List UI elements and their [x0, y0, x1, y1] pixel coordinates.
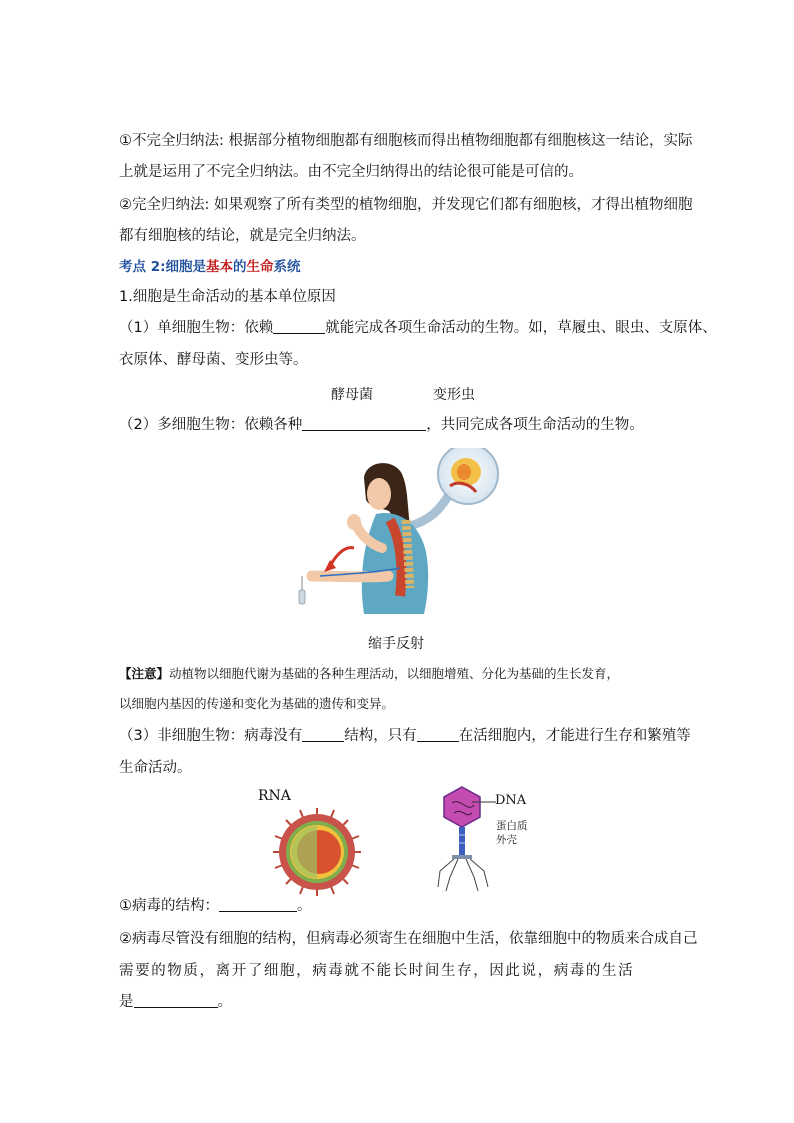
heading-part1: 细胞是: [165, 259, 206, 275]
blank-3[interactable]: [302, 727, 344, 742]
heading-part4: 生命: [246, 259, 274, 275]
dna-pointer-line: [472, 800, 496, 804]
caption-amoeba: 变形虫: [433, 387, 475, 403]
subheading-1: 1.细胞是生命活动的基本单位原因: [119, 289, 336, 305]
q1-text-b: 。: [297, 898, 312, 914]
item3-text-c: 在活细胞内，才能进行生存和繁殖等: [458, 728, 691, 744]
item2-text-b: ，共同完成各项生命活动的生物。: [426, 417, 644, 433]
question2-line2: 需要的物质，离开了细胞，病毒就不能长时间生存，因此说，病毒的生活: [119, 963, 635, 979]
heading-part5: 系统: [273, 259, 301, 275]
item1-line2: 衣原体、酵母菌、变形虫等。: [119, 352, 308, 368]
heading-part3: 的: [233, 259, 247, 275]
note-line1: [119, 664, 619, 684]
label-protein-1: 蛋白质: [496, 820, 528, 832]
blank-4[interactable]: [417, 727, 459, 742]
item2-text-a: （2）多细胞生物：依赖各种: [119, 417, 303, 433]
rna-virus-illustration: [266, 806, 368, 898]
section-heading: [119, 257, 301, 277]
item1-line1: [119, 318, 717, 338]
blank-6[interactable]: [134, 993, 218, 1008]
item1-text-a: （1）单细胞生物：依赖: [119, 320, 274, 336]
q1-text-a: ①病毒的结构：: [119, 898, 219, 914]
reflex-illustration: [290, 448, 510, 616]
heading-prefix: 考点 2:: [119, 259, 166, 275]
blank-1[interactable]: [273, 319, 325, 334]
item3-text-a: （3）非细胞生物：病毒没有: [119, 728, 303, 744]
para2-line1: ②完全归纳法: 如果观察了所有类型的植物细胞，并发现它们都有细胞核，才得出植物细胞: [119, 197, 693, 213]
blank-2[interactable]: [302, 416, 426, 431]
blank-5[interactable]: [219, 897, 297, 912]
note-line2: 以细胞内基因的传递和变化为基础的遗传和变异。: [119, 696, 395, 711]
item3-line1: [119, 726, 691, 746]
note-text1: 动植物以细胞代谢为基础的各种生理活动，以细胞增殖、分化为基础的生长发育，: [169, 666, 620, 681]
heading-part2: 基本: [206, 259, 233, 275]
caption-yeast: 酵母菌: [331, 387, 373, 403]
label-dna: DNA: [495, 793, 527, 808]
para1-line1: ①不完全归纳法: 根据部分植物细胞都有细胞核而得出植物细胞都有细胞核这一结论，实际: [119, 133, 693, 149]
item3-text-b: 结构，只有: [344, 728, 417, 744]
para2-line2: 都有细胞核的结论，就是完全归纳法。: [119, 228, 366, 244]
q2-text-a: 是: [119, 994, 134, 1010]
para1-line2: 上就是运用了不完全归纳法。由不完全归纳得出的结论很可能是可信的。: [119, 164, 583, 180]
label-protein-2: 外壳: [496, 834, 517, 846]
caption-reflex: 缩手反射: [368, 636, 424, 652]
label-rna: RNA: [258, 788, 291, 804]
question2-line1: ②病毒尽管没有细胞的结构，但病毒必须寄生在细胞中生活，依靠细胞中的物质来合成自己: [119, 931, 698, 947]
item3-line2: 生命活动。: [119, 760, 192, 776]
q2-text-b: 。: [217, 994, 232, 1010]
note-label: 【注意】: [119, 666, 170, 681]
question2-line3: [119, 992, 232, 1012]
item1-text-b: 就能完成各项生命活动的生物。如，草履虫、眼虫、支原体、: [325, 320, 717, 336]
item2-line1: [119, 415, 644, 435]
question1: [119, 896, 312, 916]
